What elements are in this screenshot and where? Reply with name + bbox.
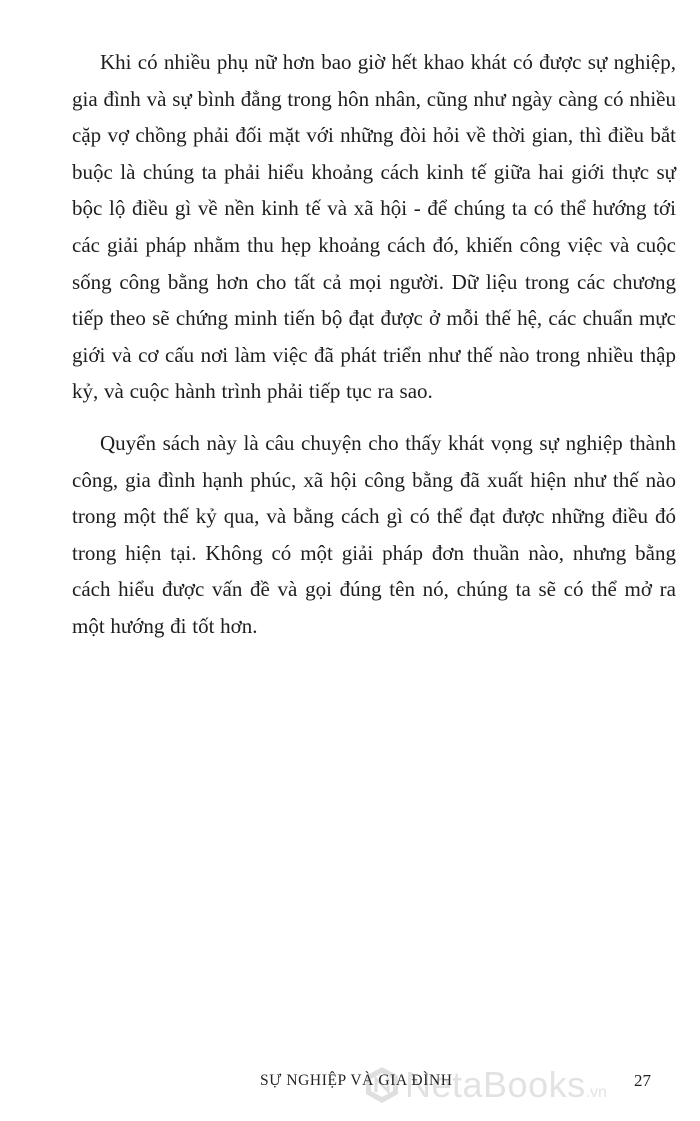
running-title: SỰ NGHIỆP VÀ GIA ĐÌNH bbox=[260, 1072, 453, 1089]
paragraph-1: Khi có nhiều phụ nữ hơn bao giờ hết khao khát có được sự nghiệp, gia đình và sự bình đẳng trong hôn nhân, cũng như ngày càng có nhiều cặp vợ chồng phải đối mặt với những đòi hỏi về thời gian, thì điều bắt buộc là chúng ta phải hiểu khoảng cách kinh tế giữa hai giới thực sự bộc lộ điều gì về nền kinh tế và xã hội - để chúng ta có thể hướng tới các giải pháp nhằm thu hẹp khoảng cách đó, khiến công việc và cuộc sống công bằng hơn cho tất cả mọi người. Dữ liệu trong các chương tiếp theo sẽ chứng minh tiến bộ đạt được ở mỗi thế hệ, các chuẩn mực giới và cơ cấu nơi làm việc đã phát triển như thế nào trong nhiều thập kỷ, và cuộc hành trình phải tiếp tục ra sao. bbox=[72, 50, 676, 404]
watermark-suffix: .vn bbox=[585, 1084, 607, 1101]
page-body bbox=[72, 44, 676, 645]
paragraph-2: Quyển sách này là câu chuyện cho thấy khát vọng sự nghiệp thành công, gia đình hạnh phúc, xã hội công bằng đã xuất hiện như thế nào trong một thế kỷ qua, và bằng cách gì có thể đạt được những điều đó trong hiện tại. Không có một giải pháp đơn thuần nào, nhưng bằng cách hiểu được vấn đề và gọi đúng tên nó, chúng ta sẽ có thể mở ra một hướng đi tốt hơn. bbox=[72, 430, 676, 638]
watermark-brand: NetaBooks bbox=[405, 1064, 586, 1105]
page-footer bbox=[0, 1064, 700, 1105]
page-number: 27 bbox=[634, 1071, 651, 1090]
